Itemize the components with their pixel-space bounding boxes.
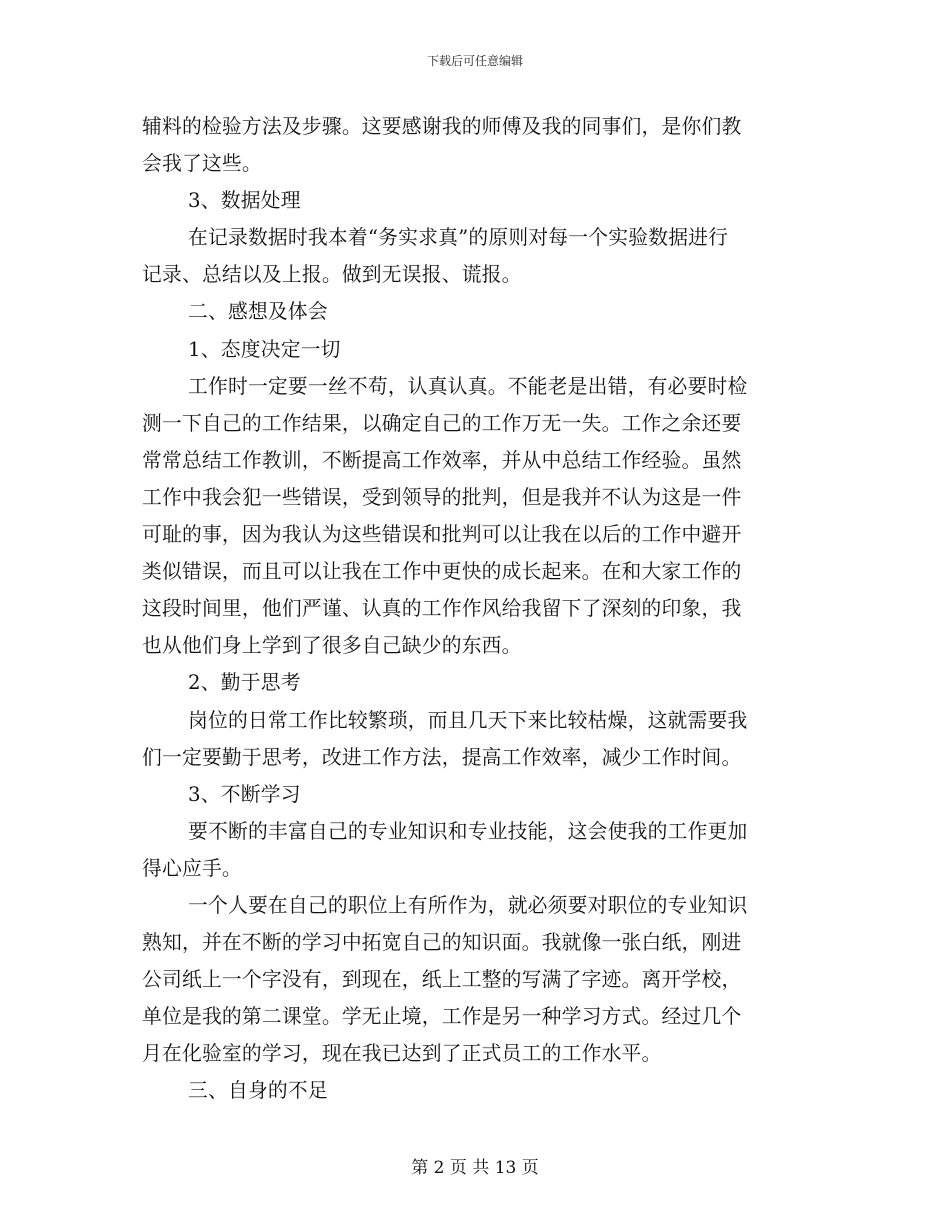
text-line: 辅料的检验方法及步骤。这要感谢我的师傅及我的同事们，是你们教 <box>142 115 742 138</box>
text-line: 三、自身的不足 <box>188 1079 328 1103</box>
text-line: 类似错误，而且可以让我在工作中更快的成长起来。在和大家工作的 <box>142 560 742 584</box>
text-line: 二、感想及体会 <box>188 300 328 324</box>
text-line: 也从他们身上学到了很多自己缺少的东西。 <box>142 634 522 658</box>
text-line: 们一定要勤于思考，改进工作方法，提高工作效率，减少工作时间。 <box>142 745 742 769</box>
text-line: 在记录数据时我本着“务实求真”的原则对每一个实验数据进行 <box>188 226 729 250</box>
text-line: 这段时间里，他们严谨、认真的工作作风给我留下了深刻的印象，我 <box>142 597 742 621</box>
document-body <box>142 108 810 1110</box>
text-line: 常常总结工作教训，不断提高工作效率，并从中总结工作经验。虽然 <box>142 448 742 472</box>
text-line: 公司纸上一个字没有，到现在，纸上工整的写满了字迹。离开学校， <box>142 968 742 992</box>
text-line: 会我了这些。 <box>142 152 262 176</box>
text-line: 2、勤于思考 <box>188 671 301 695</box>
text-line: 要不断的丰富自己的专业知识和专业技能，这会使我的工作更加 <box>188 819 748 843</box>
text-line: 测一下自己的工作结果，以确定自己的工作万无一失。工作之余还要 <box>142 411 742 435</box>
text-line: 岗位的日常工作比较繁琐，而且几天下来比较枯燥，这就需要我 <box>188 708 748 732</box>
page-header: 下载后可任意编辑 <box>426 54 523 68</box>
text-line: 月在化验室的学习，现在我已达到了正式员工的工作水平。 <box>142 1042 662 1066</box>
page-footer: 第 2 页 共 13 页 <box>411 1158 539 1178</box>
text-line: 工作时一定要一丝不苟，认真认真。不能老是出错，有必要时检 <box>188 374 748 398</box>
text-line: 熟知，并在不断的学习中拓宽自己的知识面。我就像一张白纸，刚进 <box>142 931 742 955</box>
text-line: 3、不断学习 <box>188 782 301 806</box>
text-line: 可耻的事，因为我认为这些错误和批判可以让我在以后的工作中避开 <box>142 523 742 547</box>
text-line: 得心应手。 <box>142 856 242 880</box>
text-line: 1、态度决定一切 <box>188 337 341 361</box>
text-line: 3、数据处理 <box>188 189 301 213</box>
text-line: 记录、总结以及上报。做到无误报、谎报。 <box>142 263 522 287</box>
text-line: 单位是我的第二课堂。学无止境，工作是另一种学习方式。经过几个 <box>142 1005 742 1029</box>
text-line: 一个人要在自己的职位上有所作为，就必须要对职位的专业知识 <box>188 893 748 917</box>
text-line: 工作中我会犯一些错误，受到领导的批判，但是我并不认为这是一件 <box>142 485 742 509</box>
